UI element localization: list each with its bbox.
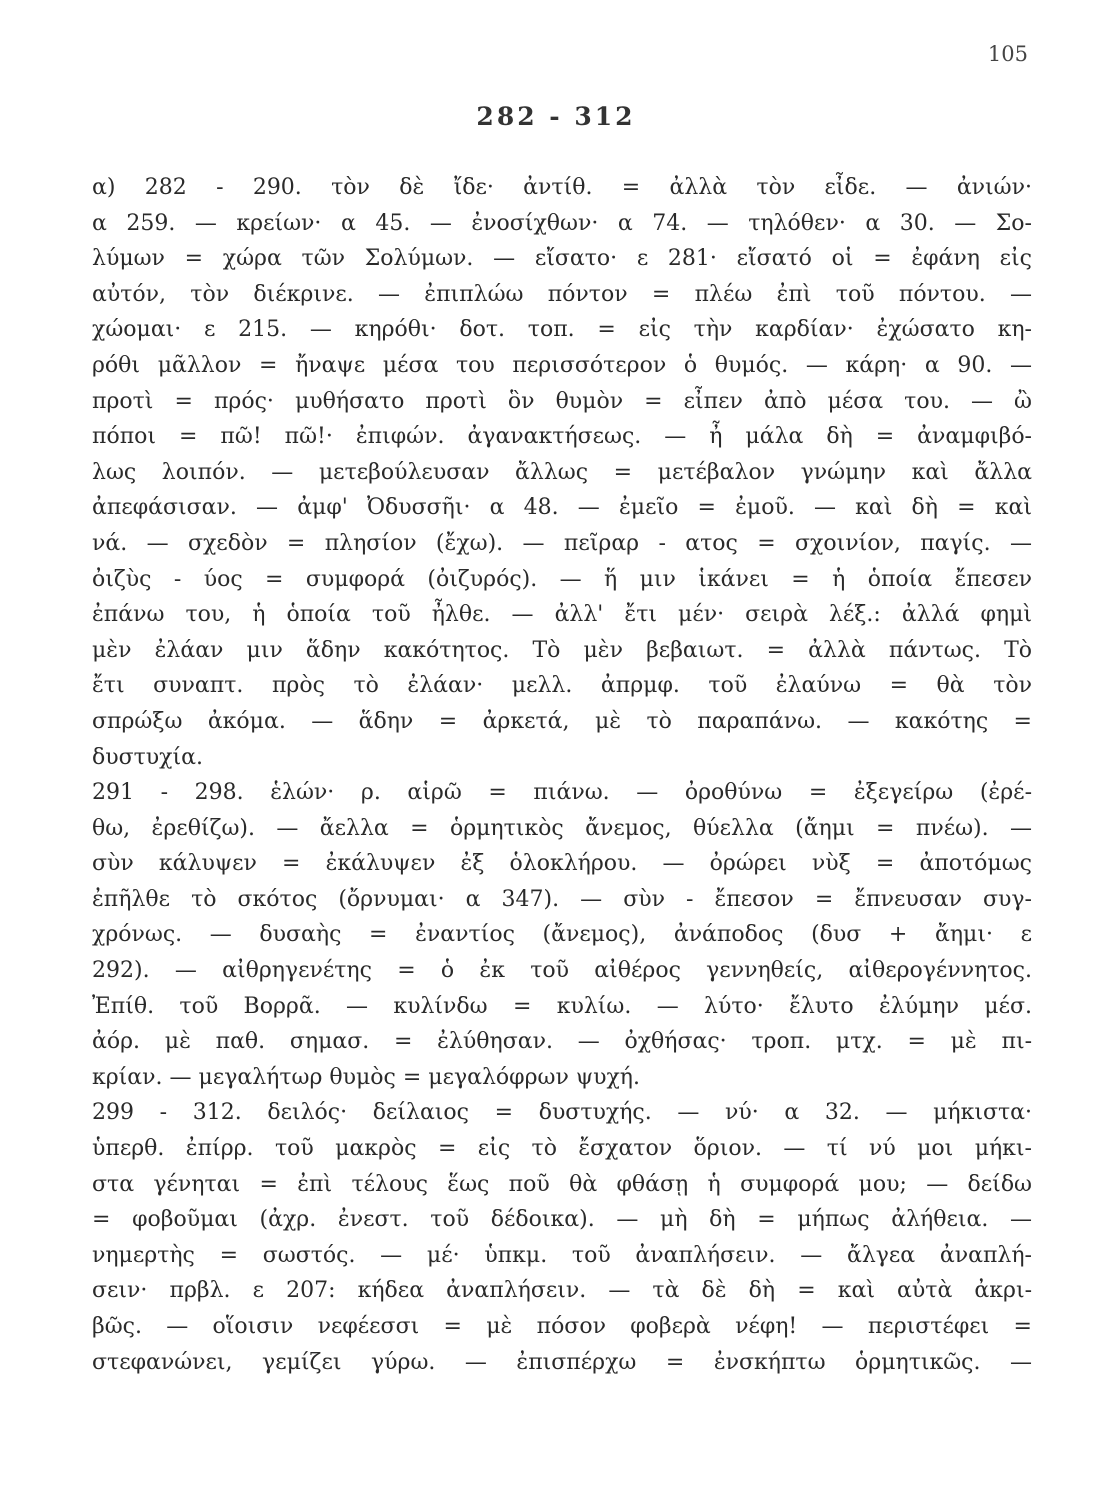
text-line: ὀιζὺς - ύος = συμφορά (ὀιζυρός). — ἥ μιν ἱκάνει = ἡ ὁποία ἔπεσεν xyxy=(92,566,1032,592)
text-line: ρόθι μᾶλλον = ἤναψε μέσα του περισσότερον ὁ θυμός. — κάρη· α 90. — xyxy=(92,352,1032,378)
section-heading: 282 - 312 xyxy=(476,102,636,131)
text-line: 292). — αἰθρηγενέτης = ὁ ἐκ τοῦ αἰθέρος γεννηθείς, αἰθερογέννητος. xyxy=(92,958,1032,984)
text-line: ἔτι συναπτ. πρὸς τὸ ἐλάαν· μελλ. ἀπρμφ. τοῦ ἐλαύνω = θὰ τὸν xyxy=(92,673,1032,699)
text-line: σπρώξω ἀκόμα. — ἅδην = ἀρκετά, μὲ τὸ παραπάνω. — κακότης = xyxy=(92,708,1032,734)
text-line: ἐπάνω του, ἡ ὁποία τοῦ ἦλθε. — ἀλλ' ἔτι μέν· σειρὰ λέξ.: ἀλλά φημὶ xyxy=(92,602,1032,628)
text-line: = φοβοῦμαι (ἀχρ. ἐνεστ. τοῦ δέδοικα). — μὴ δὴ = μήπως ἀλήθεια. — xyxy=(92,1207,1032,1233)
text-line: 299 - 312. δειλός· δείλαιος = δυστυχής. — νύ· α 32. — μήκιστα· xyxy=(92,1100,1032,1126)
text-line: νημερτὴς = σωστός. — μέ· ὑπκμ. τοῦ ἀναπλήσειν. — ἄλγεα ἀναπλή- xyxy=(92,1242,1032,1268)
text-line: ὑπερθ. ἐπίρρ. τοῦ μακρὸς = εἰς τὸ ἔσχατον ὅριον. — τί νύ μοι μήκι- xyxy=(92,1136,1032,1162)
text-line: λύμων = χώρα τῶν Σολύμων. — εἴσατο· ε 281· εἴσατό οἱ = ἐφάνη εἰς xyxy=(92,246,1032,272)
text-line: χρόνως. — δυσαὴς = ἐναντίος (ἄνεμος), ἀνάποδος (δυσ + ἄημι· ε xyxy=(92,922,1032,948)
text-line: σειν· πρβλ. ε 207: κήδεα ἀναπλήσειν. — τὰ δὲ δὴ = καὶ αὐτὰ ἀκρι- xyxy=(92,1278,1032,1304)
text-line: α) 282 - 290. τὸν δὲ ἴδε· ἀντίθ. = ἀλλὰ τὸν εἶδε. — ἀνιών· xyxy=(92,175,1032,200)
text-line: στα γένηται = ἐπὶ τέλους ἕως ποῦ θὰ φθάσῃ ἡ συμφορά μου; — δείδω xyxy=(92,1171,1032,1197)
text-line: λως λοιπόν. — μετεβούλευσαν ἄλλως = μετέβαλον γνώμην καὶ ἄλλα xyxy=(92,459,1032,485)
text-line: δυστυχία. xyxy=(92,744,203,770)
text-line: πόποι = πῶ! πῶ!· ἐπιφών. ἀγανακτήσεως. — ἦ μάλα δὴ = ἀναμφιβό- xyxy=(92,424,1032,450)
text-line: μὲν ἐλάαν μιν ἅδην κακότητος. Τὸ μὲν βεβαιωτ. = ἀλλὰ πάντως. Τὸ xyxy=(92,637,1032,663)
text-line: α 259. — κρείων· α 45. — ἐνοσίχθων· α 74. — τηλόθεν· α 30. — Σο- xyxy=(92,210,1032,236)
text-line: σὺν κάλυψεν = ἐκάλυψεν ἐξ ὁλοκλήρου. — ὀρώρει νὺξ = ἀποτόμως xyxy=(92,851,1032,877)
page-number: 105 xyxy=(987,42,1028,66)
text-line: προτὶ = πρός· μυθήσατο προτὶ ὃν θυμὸν = εἶπεν ἀπὸ μέσα του. — ὢ xyxy=(92,388,1032,414)
text-line: χώομαι· ε 215. — κηρόθι· δοτ. τοπ. = εἰς τὴν καρδίαν· ἐχώσατο κη- xyxy=(92,317,1032,343)
text-line: ἐπῆλθε τὸ σκότος (ὄρνυμαι· α 347). — σὺν - ἔπεσον = ἔπνευσαν συγ- xyxy=(92,886,1032,912)
text-line: κρίαν. — μεγαλήτωρ θυμὸς = μεγαλόφρων ψυχή. xyxy=(92,1064,640,1090)
text-line: Ἐπίθ. τοῦ Βορρᾶ. — κυλίνδω = κυλίω. — λύτο· ἔλυτο ἐλύμην μέσ. xyxy=(92,993,1032,1019)
text-line: ἀπεφάσισαν. — ἀμφ' Ὀδυσσῆι· α 48. — ἐμεῖο = ἐμοῦ. — καὶ δὴ = καὶ xyxy=(92,495,1032,521)
text-line: 291 - 298. ἑλών· ρ. αἱρῶ = πιάνω. — ὀροθύνω = ἐξεγείρω (ἐρέ- xyxy=(92,780,1032,806)
text-line: θω, ἐρεθίζω). — ἄελλα = ὁρμητικὸς ἄνεμος, θύελλα (ἄημι = πνέω). — xyxy=(92,815,1032,841)
text-line: αὐτόν, τὸν διέκρινε. — ἐπιπλώω πόντον = πλέω ἐπὶ τοῦ πόντου. — xyxy=(92,281,1032,307)
text-line: στεφανώνει, γεμίζει γύρω. — ἐπισπέρχω = ἐνσκήπτω ὁρμητικῶς. — xyxy=(92,1349,1032,1375)
commentary-text xyxy=(92,170,1032,1380)
text-line: νά. — σχεδὸν = πλησίον (ἔχω). — πεῖραρ - ατος = σχοινίον, παγίς. — xyxy=(92,530,1032,556)
text-line: βῶς. — οἵοισιν νεφέεσσι = μὲ πόσον φοβερὰ νέφη! — περιστέφει = xyxy=(92,1314,1032,1339)
text-line: ἀόρ. μὲ παθ. σημασ. = ἐλύθησαν. — ὀχθήσας· τροπ. μτχ. = μὲ πι- xyxy=(92,1029,1032,1055)
